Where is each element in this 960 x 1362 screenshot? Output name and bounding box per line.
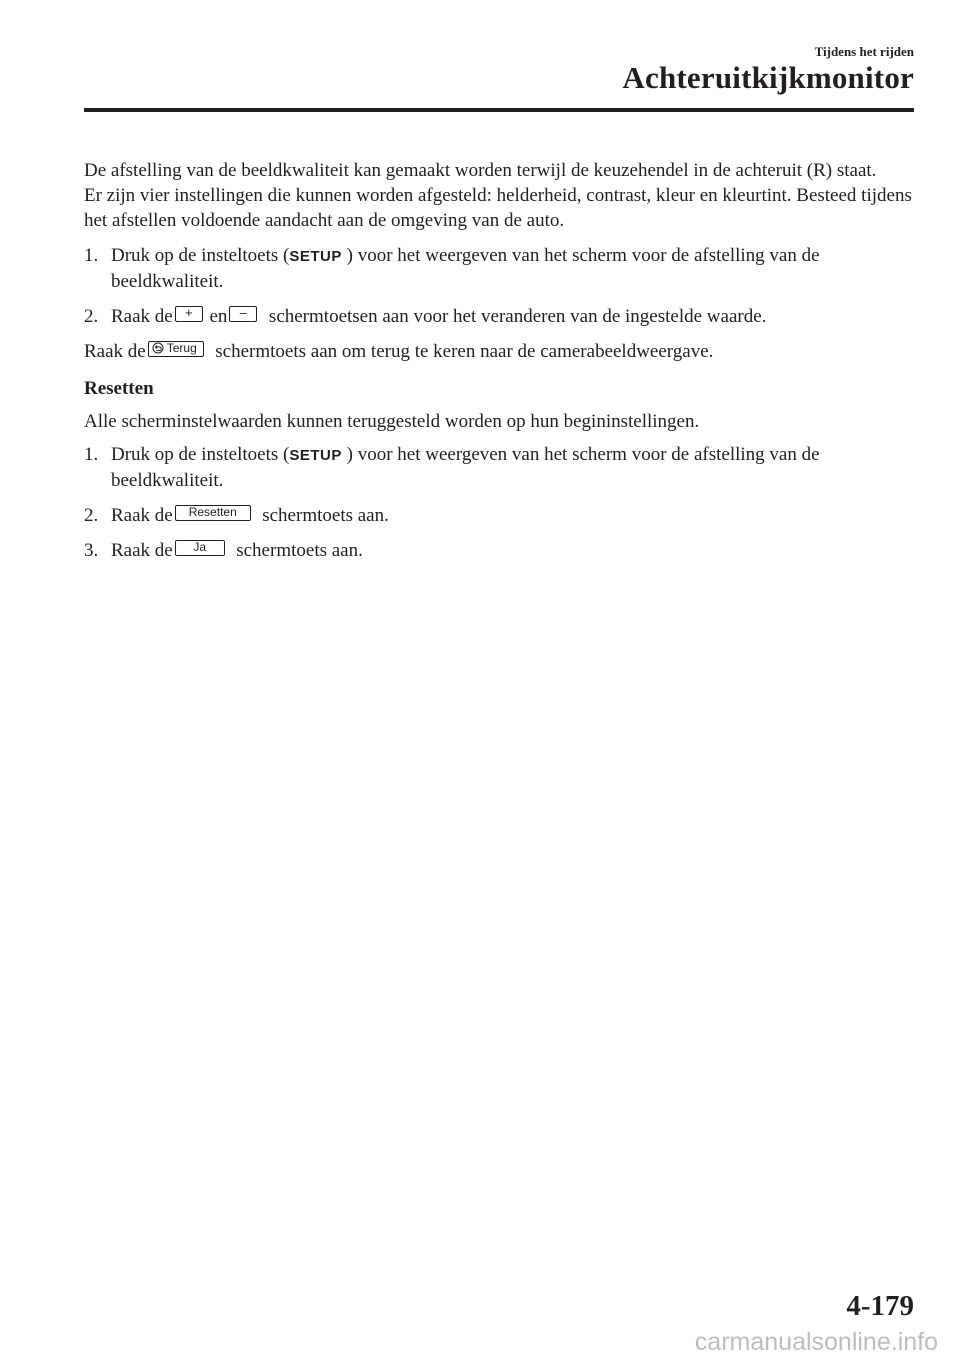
main-content bbox=[84, 158, 914, 573]
step-text bbox=[111, 538, 914, 563]
step-text bbox=[111, 503, 914, 528]
watermark: carmanualsonline.info bbox=[694, 1328, 938, 1356]
step-text-before: Druk op de insteltoets ( bbox=[111, 245, 290, 266]
return-note-after: schermtoets aan om terug te keren naar de camerabeeldweergave. bbox=[215, 341, 714, 362]
plus-button-icon: + bbox=[175, 306, 203, 322]
step-text bbox=[111, 442, 914, 493]
page-number: 4-179 bbox=[846, 1290, 914, 1322]
page-title: Achteruitkijkmonitor bbox=[622, 60, 914, 95]
minus-button-icon: – bbox=[229, 306, 257, 322]
setup-key-label: SETUP bbox=[289, 248, 342, 265]
intro-paragraph bbox=[84, 158, 914, 233]
reset-step-1 bbox=[84, 442, 914, 493]
terug-button-label: Terug bbox=[166, 341, 197, 355]
step-text-mid: en bbox=[209, 306, 228, 327]
return-note-before: Raak de bbox=[84, 341, 146, 362]
return-arrow-icon bbox=[152, 342, 164, 354]
step-text-after: ) voor het weergeven van het scherm voor de afstelling van de beeldkwaliteit. bbox=[111, 444, 820, 491]
terug-button-icon bbox=[148, 341, 204, 357]
step-text bbox=[111, 304, 914, 329]
adjust-step-2 bbox=[84, 304, 914, 329]
step-number: 3. bbox=[84, 540, 99, 561]
step-text-after: schermtoets aan. bbox=[236, 540, 363, 561]
step-text-before: Raak de bbox=[111, 306, 173, 327]
step-text-after: ) voor het weergeven van het scherm voor de afstelling van de beeldkwaliteit. bbox=[111, 245, 820, 292]
step-text bbox=[111, 243, 914, 294]
step-number: 2. bbox=[84, 306, 99, 327]
ja-button-icon: Ja bbox=[175, 540, 225, 556]
reset-step-3 bbox=[84, 538, 914, 563]
adjust-step-1 bbox=[84, 243, 914, 294]
resetten-button-icon: Resetten bbox=[175, 505, 251, 521]
step-text-before: Raak de bbox=[111, 540, 173, 561]
intro-text-2: Er zijn vier instellingen die kunnen worden afgesteld: helderheid, contrast, kleur en kleurtint. Besteed tijdens het afstellen voldoende aandacht aan de omgeving van de auto. bbox=[84, 185, 912, 231]
return-note bbox=[84, 339, 914, 364]
step-text-before: Raak de bbox=[111, 505, 173, 526]
reset-step-2 bbox=[84, 503, 914, 528]
step-text-after: schermtoets aan. bbox=[262, 505, 389, 526]
step-number: 1. bbox=[84, 444, 99, 465]
setup-key-label: SETUP bbox=[289, 447, 342, 464]
step-text-after: schermtoetsen aan voor het veranderen van de ingestelde waarde. bbox=[268, 306, 767, 327]
step-number: 2. bbox=[84, 505, 99, 526]
section-header: Tijdens het rijden bbox=[814, 44, 914, 59]
reset-description: Alle scherminstelwaarden kunnen teruggesteld worden op hun begininstellingen. bbox=[84, 411, 700, 432]
header-divider bbox=[84, 108, 914, 112]
reset-heading: Resetten bbox=[84, 378, 154, 399]
intro-text-1: De afstelling van de beeldkwaliteit kan gemaakt worden terwijl de keuzehendel in de achteruit (R) staat. bbox=[84, 160, 877, 181]
step-text-before: Druk op de insteltoets ( bbox=[111, 444, 290, 465]
step-number: 1. bbox=[84, 245, 99, 266]
